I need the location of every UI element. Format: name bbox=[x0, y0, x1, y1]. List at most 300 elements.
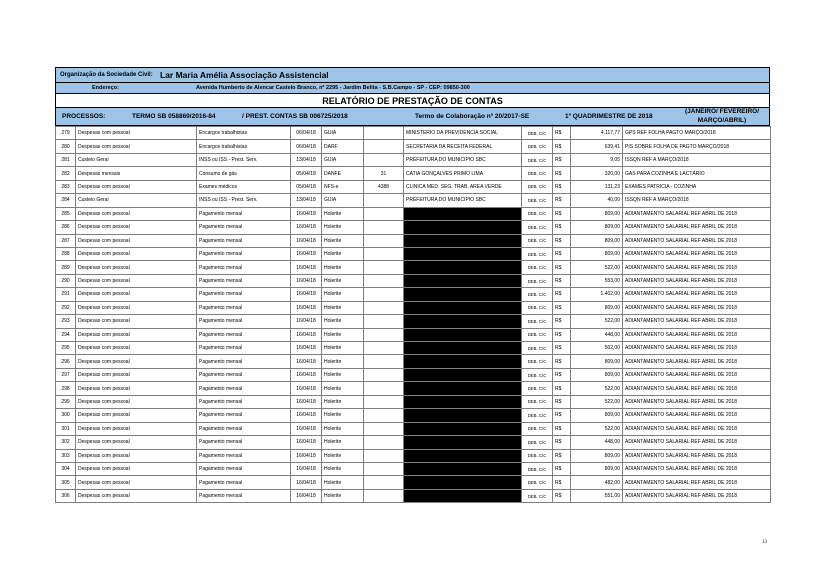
cell-history: EXAMES PATRICIA - COZINHA bbox=[623, 180, 771, 193]
cell-row-number: 280 bbox=[56, 140, 76, 153]
org-name: Lar Maria Amélia Associação Assistencial bbox=[160, 70, 329, 80]
cell-document-type: Holerite bbox=[322, 368, 364, 381]
cell-history: ADIANTAMENTO SALARIAL REF ABRIL DE 2018 bbox=[623, 449, 771, 462]
cell-history: ADIANTAMENTO SALARIAL REF ABRIL DE 2018 bbox=[623, 342, 771, 355]
table-row bbox=[56, 194, 771, 207]
cell-amount: 320,00 bbox=[571, 167, 623, 180]
cell-payee bbox=[404, 207, 522, 220]
cell-date: 16/04/18 bbox=[291, 355, 322, 368]
cell-payment-mode: DEB. C/C bbox=[522, 274, 553, 287]
cell-history: ADIANTAMENTO SALARIAL REF ABRIL DE 2018 bbox=[623, 315, 771, 328]
table-row bbox=[56, 221, 771, 234]
cell-subcategory: Pagamento mensal bbox=[197, 462, 291, 475]
cell-document-number bbox=[364, 328, 404, 341]
cell-payee bbox=[404, 234, 522, 247]
cell-currency: R$ bbox=[553, 153, 571, 166]
table-row bbox=[56, 476, 771, 489]
cell-history: ADIANTAMENTO SALARIAL REF ABRIL DE 2018 bbox=[623, 328, 771, 341]
cell-document-type: GUIA bbox=[322, 153, 364, 166]
cell-payee bbox=[404, 261, 522, 274]
table-row bbox=[56, 328, 771, 341]
cell-document-number: 31 bbox=[364, 167, 404, 180]
cell-amount: 639,41 bbox=[571, 140, 623, 153]
cell-amount: 131,23 bbox=[571, 180, 623, 193]
cell-payee: SECRETARIA DA RECEITA FEDERAL bbox=[404, 140, 522, 153]
processes-label: PROCESSOS: bbox=[62, 113, 106, 120]
cell-payee bbox=[404, 221, 522, 234]
cell-payment-mode: DEB. C/C bbox=[522, 221, 553, 234]
cell-category: Despesas com pessoal bbox=[76, 288, 197, 301]
cell-subcategory: Pagamento mensal bbox=[197, 436, 291, 449]
cell-payment-mode: DEB. C/C bbox=[522, 422, 553, 435]
cell-row-number: 283 bbox=[56, 180, 76, 193]
cell-document-number bbox=[364, 140, 404, 153]
cell-category: Despesas com pessoal bbox=[76, 261, 197, 274]
cell-currency: R$ bbox=[553, 288, 571, 301]
cell-currency: R$ bbox=[553, 207, 571, 220]
cell-currency: R$ bbox=[553, 301, 571, 314]
cell-payment-mode: DEB. C/C bbox=[522, 261, 553, 274]
table-row bbox=[56, 234, 771, 247]
cell-currency: R$ bbox=[553, 436, 571, 449]
table-row bbox=[56, 449, 771, 462]
cell-currency: R$ bbox=[553, 382, 571, 395]
cell-amount: 502,00 bbox=[571, 342, 623, 355]
cell-subcategory: Pagamento mensal bbox=[197, 274, 291, 287]
org-label: Organização da Sociedade Civil: bbox=[60, 72, 153, 78]
cell-document-number bbox=[364, 462, 404, 475]
cell-subcategory: Pagamento mensal bbox=[197, 315, 291, 328]
cell-document-number bbox=[364, 395, 404, 408]
cell-date: 06/04/18 bbox=[291, 140, 322, 153]
cell-currency: R$ bbox=[553, 167, 571, 180]
table-row bbox=[56, 342, 771, 355]
cell-date: 16/04/18 bbox=[291, 489, 322, 502]
cell-payment-mode: DEB. C/C bbox=[522, 476, 553, 489]
cell-currency: R$ bbox=[553, 140, 571, 153]
cell-category: Despesas mensais bbox=[76, 167, 197, 180]
cell-document-type: NFS-e bbox=[322, 180, 364, 193]
cell-category: Custeio Geral bbox=[76, 194, 197, 207]
cell-row-number: 290 bbox=[56, 274, 76, 287]
cell-date: 16/04/18 bbox=[291, 368, 322, 381]
cell-history: ADIANTAMENTO SALARIAL REF ABRIL DE 2018 bbox=[623, 221, 771, 234]
cell-date: 16/04/18 bbox=[291, 315, 322, 328]
table-row bbox=[56, 247, 771, 260]
periodo-1: (JANEIRO/ FEVEREIRO/ bbox=[684, 108, 760, 115]
cell-category: Despesas com pessoal bbox=[76, 368, 197, 381]
cell-payment-mode: DEB. C/C bbox=[522, 462, 553, 475]
cell-document-number bbox=[364, 247, 404, 260]
cell-payment-mode: DEB. C/C bbox=[522, 489, 553, 502]
cell-document-type: Holerite bbox=[322, 328, 364, 341]
cell-row-number: 295 bbox=[56, 342, 76, 355]
cell-category: Despesas com pessoal bbox=[76, 489, 197, 502]
cell-document-number bbox=[364, 315, 404, 328]
cell-payment-mode: DEB. C/C bbox=[522, 395, 553, 408]
cell-row-number: 298 bbox=[56, 382, 76, 395]
cell-row-number: 293 bbox=[56, 315, 76, 328]
cell-subcategory: Pagamento mensal bbox=[197, 395, 291, 408]
table-row bbox=[56, 261, 771, 274]
cell-currency: R$ bbox=[553, 422, 571, 435]
cell-payment-mode: DEB. C/C bbox=[522, 167, 553, 180]
cell-row-number: 292 bbox=[56, 301, 76, 314]
cell-date: 16/04/18 bbox=[291, 261, 322, 274]
cell-date: 16/04/18 bbox=[291, 409, 322, 422]
address-row bbox=[55, 82, 770, 93]
cell-document-type: Holerite bbox=[322, 315, 364, 328]
cell-payment-mode: DEB. C/C bbox=[522, 153, 553, 166]
cell-subcategory: Pagamento mensal bbox=[197, 247, 291, 260]
cell-category: Despesas com pessoal bbox=[76, 274, 197, 287]
cell-category: Custeio Geral bbox=[76, 153, 197, 166]
cell-payment-mode: DEB. C/C bbox=[522, 180, 553, 193]
termo-colaboracao: Termo de Colaboração nº 20/2017-SE bbox=[415, 113, 530, 120]
cell-subcategory: INSS ou ISS - Prest. Serv. bbox=[197, 194, 291, 207]
cell-payee: CLINICA MED. SEG. TRAB. AREA VERDE bbox=[404, 180, 522, 193]
cell-payee bbox=[404, 328, 522, 341]
cell-history: ADIANTAMENTO SALARIAL REF ABRIL DE 2018 bbox=[623, 489, 771, 502]
organization-row bbox=[55, 67, 770, 82]
cell-currency: R$ bbox=[553, 247, 571, 260]
cell-document-type: Holerite bbox=[322, 462, 364, 475]
cell-subcategory: Pagamento mensal bbox=[197, 221, 291, 234]
cell-row-number: 297 bbox=[56, 368, 76, 381]
cell-document-number bbox=[364, 127, 404, 140]
cell-history: ADIANTAMENTO SALARIAL REF ABRIL DE 2018 bbox=[623, 247, 771, 260]
cell-amount: 1.402,00 bbox=[571, 288, 623, 301]
cell-payment-mode: DEB. C/C bbox=[522, 409, 553, 422]
cell-currency: R$ bbox=[553, 194, 571, 207]
cell-payment-mode: DEB. C/C bbox=[522, 355, 553, 368]
cell-document-type: GUIA bbox=[322, 194, 364, 207]
cell-payment-mode: DEB. C/C bbox=[522, 207, 553, 220]
cell-category: Despesas com pessoal bbox=[76, 422, 197, 435]
cell-subcategory: Pagamento mensal bbox=[197, 476, 291, 489]
cell-currency: R$ bbox=[553, 449, 571, 462]
cell-document-number bbox=[364, 194, 404, 207]
cell-amount: 809,00 bbox=[571, 221, 623, 234]
cell-category: Despesas com pessoal bbox=[76, 382, 197, 395]
cell-payment-mode: DEB. C/C bbox=[522, 436, 553, 449]
table-row bbox=[56, 368, 771, 381]
cell-subcategory: Pagamento mensal bbox=[197, 301, 291, 314]
cell-amount: 40,00 bbox=[571, 194, 623, 207]
cell-currency: R$ bbox=[553, 368, 571, 381]
cell-category: Despesas com pessoal bbox=[76, 409, 197, 422]
cell-amount: 551,00 bbox=[571, 489, 623, 502]
cell-document-type: DANFE bbox=[322, 167, 364, 180]
cell-category: Despesas com pessoal bbox=[76, 476, 197, 489]
cell-document-number bbox=[364, 288, 404, 301]
cell-subcategory: Pagamento mensal bbox=[197, 288, 291, 301]
table-row bbox=[56, 409, 771, 422]
cell-document-type: Holerite bbox=[322, 301, 364, 314]
cell-subcategory: Pagamento mensal bbox=[197, 234, 291, 247]
cell-payee: PREFEITURA DO MUNICIPIO SBC bbox=[404, 194, 522, 207]
cell-row-number: 282 bbox=[56, 167, 76, 180]
cell-currency: R$ bbox=[553, 234, 571, 247]
cell-document-number bbox=[364, 342, 404, 355]
cell-document-type: Holerite bbox=[322, 355, 364, 368]
cell-date: 16/04/18 bbox=[291, 247, 322, 260]
cell-payee bbox=[404, 462, 522, 475]
cell-date: 16/04/18 bbox=[291, 476, 322, 489]
cell-history: ADIANTAMENTO SALARIAL REF ABRIL DE 2018 bbox=[623, 207, 771, 220]
cell-payee bbox=[404, 422, 522, 435]
cell-currency: R$ bbox=[553, 395, 571, 408]
cell-date: 16/04/18 bbox=[291, 207, 322, 220]
cell-payment-mode: DEB. C/C bbox=[522, 194, 553, 207]
cell-amount: 522,00 bbox=[571, 315, 623, 328]
cell-payment-mode: DEB. C/C bbox=[522, 382, 553, 395]
cell-date: 05/04/18 bbox=[291, 167, 322, 180]
cell-payee bbox=[404, 355, 522, 368]
table-row bbox=[56, 395, 771, 408]
cell-row-number: 305 bbox=[56, 476, 76, 489]
cell-subcategory: Consumo de gás bbox=[197, 167, 291, 180]
cell-subcategory: Pagamento mensal bbox=[197, 449, 291, 462]
cell-date: 16/04/18 bbox=[291, 221, 322, 234]
periodo-2: MARÇO/ABRIL) bbox=[697, 117, 747, 124]
cell-amount: 448,00 bbox=[571, 328, 623, 341]
cell-row-number: 300 bbox=[56, 409, 76, 422]
cell-date: 16/04/18 bbox=[291, 436, 322, 449]
cell-row-number: 286 bbox=[56, 221, 76, 234]
cell-document-number bbox=[364, 489, 404, 502]
cell-row-number: 296 bbox=[56, 355, 76, 368]
report-sheet bbox=[55, 67, 770, 503]
cell-currency: R$ bbox=[553, 315, 571, 328]
cell-date: 05/04/18 bbox=[291, 180, 322, 193]
cell-document-number bbox=[364, 449, 404, 462]
cell-category: Despesas com pessoal bbox=[76, 140, 197, 153]
cell-document-type: Holerite bbox=[322, 288, 364, 301]
cell-history: ISSQN REF A MARÇO/2018 bbox=[623, 153, 771, 166]
table-row bbox=[56, 489, 771, 502]
cell-history: ADIANTAMENTO SALARIAL REF ABRIL DE 2018 bbox=[623, 368, 771, 381]
cell-date: 16/04/18 bbox=[291, 422, 322, 435]
cell-payee: PREFEITURA DO MUNICIPIO SBC bbox=[404, 153, 522, 166]
cell-subcategory: Pagamento mensal bbox=[197, 382, 291, 395]
cell-subcategory: Pagamento mensal bbox=[197, 409, 291, 422]
cell-payee bbox=[404, 315, 522, 328]
termo-sb: TERMO SB 058869/2016-84 bbox=[132, 113, 216, 120]
cell-category: Despesas com pessoal bbox=[76, 221, 197, 234]
cell-date: 16/04/18 bbox=[291, 301, 322, 314]
cell-document-type: GUIA bbox=[322, 127, 364, 140]
cell-row-number: 291 bbox=[56, 288, 76, 301]
cell-amount: 553,00 bbox=[571, 274, 623, 287]
address-label: Endereço: bbox=[92, 85, 119, 91]
cell-subcategory: Encargos trabalhistas bbox=[197, 127, 291, 140]
expense-table-body bbox=[56, 127, 771, 503]
cell-payment-mode: DEB. C/C bbox=[522, 449, 553, 462]
cell-payee bbox=[404, 489, 522, 502]
cell-subcategory: Pagamento mensal bbox=[197, 489, 291, 502]
table-row bbox=[56, 422, 771, 435]
cell-row-number: 302 bbox=[56, 436, 76, 449]
cell-history: ADIANTAMENTO SALARIAL REF ABRIL DE 2018 bbox=[623, 274, 771, 287]
cell-document-number bbox=[364, 274, 404, 287]
cell-payment-mode: DEB. C/C bbox=[522, 127, 553, 140]
cell-subcategory: Pagamento mensal bbox=[197, 368, 291, 381]
cell-row-number: 281 bbox=[56, 153, 76, 166]
cell-date: 16/04/18 bbox=[291, 382, 322, 395]
cell-date: 16/04/18 bbox=[291, 395, 322, 408]
table-row bbox=[56, 288, 771, 301]
cell-document-number bbox=[364, 368, 404, 381]
cell-subcategory: Encargos trabalhistas bbox=[197, 140, 291, 153]
cell-subcategory: Pagamento mensal bbox=[197, 261, 291, 274]
table-row bbox=[56, 153, 771, 166]
cell-category: Despesas com pessoal bbox=[76, 342, 197, 355]
cell-payment-mode: DEB. C/C bbox=[522, 140, 553, 153]
cell-currency: R$ bbox=[553, 274, 571, 287]
cell-category: Despesas com pessoal bbox=[76, 234, 197, 247]
cell-row-number: 304 bbox=[56, 462, 76, 475]
cell-row-number: 285 bbox=[56, 207, 76, 220]
cell-date: 16/04/18 bbox=[291, 462, 322, 475]
cell-payment-mode: DEB. C/C bbox=[522, 328, 553, 341]
cell-date: 16/04/18 bbox=[291, 234, 322, 247]
cell-subcategory: INSS ou ISS - Prest. Serv. bbox=[197, 153, 291, 166]
cell-amount: 809,00 bbox=[571, 449, 623, 462]
table-row bbox=[56, 180, 771, 193]
cell-currency: R$ bbox=[553, 261, 571, 274]
cell-row-number: 301 bbox=[56, 422, 76, 435]
page-number: 13 bbox=[762, 540, 767, 545]
cell-row-number: 287 bbox=[56, 234, 76, 247]
expense-table bbox=[55, 126, 771, 503]
cell-currency: R$ bbox=[553, 462, 571, 475]
cell-document-number bbox=[364, 382, 404, 395]
cell-document-number bbox=[364, 422, 404, 435]
cell-payee: MINISTERIO DA PREVIDENCIA SOCIAL bbox=[404, 127, 522, 140]
cell-document-number bbox=[364, 221, 404, 234]
cell-date: 06/04/18 bbox=[291, 127, 322, 140]
cell-payment-mode: DEB. C/C bbox=[522, 368, 553, 381]
cell-payee bbox=[404, 274, 522, 287]
cell-currency: R$ bbox=[553, 489, 571, 502]
cell-category: Despesas com pessoal bbox=[76, 436, 197, 449]
cell-payment-mode: DEB. C/C bbox=[522, 247, 553, 260]
cell-amount: 522,00 bbox=[571, 422, 623, 435]
cell-currency: R$ bbox=[553, 127, 571, 140]
cell-category: Despesas com pessoal bbox=[76, 449, 197, 462]
cell-payment-mode: DEB. C/C bbox=[522, 301, 553, 314]
cell-currency: R$ bbox=[553, 476, 571, 489]
cell-document-number bbox=[364, 355, 404, 368]
cell-amount: 522,00 bbox=[571, 261, 623, 274]
cell-document-type: Holerite bbox=[322, 449, 364, 462]
cell-payment-mode: DEB. C/C bbox=[522, 315, 553, 328]
cell-history: ADIANTAMENTO SALARIAL REF ABRIL DE 2018 bbox=[623, 476, 771, 489]
cell-payee bbox=[404, 476, 522, 489]
cell-document-type: Holerite bbox=[322, 207, 364, 220]
cell-row-number: 288 bbox=[56, 247, 76, 260]
cell-history: ADIANTAMENTO SALARIAL REF ABRIL DE 2018 bbox=[623, 462, 771, 475]
cell-subcategory: Pagamento mensal bbox=[197, 422, 291, 435]
cell-history: ISSQN REF A MARÇO/2018 bbox=[623, 194, 771, 207]
cell-amount: 809,00 bbox=[571, 247, 623, 260]
cell-currency: R$ bbox=[553, 328, 571, 341]
cell-payee bbox=[404, 449, 522, 462]
cell-document-type: Holerite bbox=[322, 489, 364, 502]
cell-currency: R$ bbox=[553, 221, 571, 234]
cell-row-number: 279 bbox=[56, 127, 76, 140]
cell-category: Despesas com pessoal bbox=[76, 355, 197, 368]
cell-document-number bbox=[364, 234, 404, 247]
cell-document-number bbox=[364, 301, 404, 314]
cell-amount: 4.117,77 bbox=[571, 127, 623, 140]
cell-amount: 809,00 bbox=[571, 301, 623, 314]
cell-history: ADIANTAMENTO SALARIAL REF ABRIL DE 2018 bbox=[623, 409, 771, 422]
processes-row bbox=[55, 107, 770, 126]
cell-history: ADIANTAMENTO SALARIAL REF ABRIL DE 2018 bbox=[623, 288, 771, 301]
cell-document-number bbox=[364, 409, 404, 422]
cell-document-type: DARF bbox=[322, 140, 364, 153]
cell-amount: 809,00 bbox=[571, 409, 623, 422]
cell-payee bbox=[404, 368, 522, 381]
table-row bbox=[56, 382, 771, 395]
cell-category: Despesas com pessoal bbox=[76, 247, 197, 260]
cell-amount: 809,00 bbox=[571, 355, 623, 368]
cell-subcategory: Pagamento mensal bbox=[197, 328, 291, 341]
cell-amount: 809,00 bbox=[571, 207, 623, 220]
cell-date: 13/04/18 bbox=[291, 194, 322, 207]
cell-date: 16/04/18 bbox=[291, 449, 322, 462]
cell-date: 13/04/18 bbox=[291, 153, 322, 166]
table-row bbox=[56, 355, 771, 368]
cell-payee bbox=[404, 409, 522, 422]
cell-document-number bbox=[364, 153, 404, 166]
cell-history: ADIANTAMENTO SALARIAL REF ABRIL DE 2018 bbox=[623, 261, 771, 274]
prest-contas: / PREST. CONTAS SB 006725/2018 bbox=[242, 113, 348, 120]
cell-history: PIS SOBRE FOLHA DE PAGTO MARÇO/2018 bbox=[623, 140, 771, 153]
cell-amount: 809,00 bbox=[571, 368, 623, 381]
cell-document-type: Holerite bbox=[322, 422, 364, 435]
cell-payee bbox=[404, 382, 522, 395]
cell-history: ADIANTAMENTO SALARIAL REF ABRIL DE 2018 bbox=[623, 301, 771, 314]
cell-document-type: Holerite bbox=[322, 221, 364, 234]
cell-amount: 809,00 bbox=[571, 234, 623, 247]
cell-document-number bbox=[364, 436, 404, 449]
cell-document-type: Holerite bbox=[322, 342, 364, 355]
table-row bbox=[56, 140, 771, 153]
table-row bbox=[56, 315, 771, 328]
cell-document-type: Holerite bbox=[322, 261, 364, 274]
cell-row-number: 284 bbox=[56, 194, 76, 207]
cell-category: Despesas com pessoal bbox=[76, 462, 197, 475]
cell-history: GPS REF FOLHA PAGTO MARÇO/2018 bbox=[623, 127, 771, 140]
cell-category: Despesas com pessoal bbox=[76, 180, 197, 193]
cell-category: Despesas com pessoal bbox=[76, 207, 197, 220]
cell-row-number: 294 bbox=[56, 328, 76, 341]
cell-payee bbox=[404, 436, 522, 449]
address-value: Avenida Humberto de Alencar Castelo Branco, nº 2295 - Jardim Belita - S.B.Campo - SP - CEP: 09850-300 bbox=[196, 85, 470, 91]
cell-row-number: 306 bbox=[56, 489, 76, 502]
cell-currency: R$ bbox=[553, 180, 571, 193]
cell-document-type: Holerite bbox=[322, 247, 364, 260]
cell-category: Despesas com pessoal bbox=[76, 395, 197, 408]
cell-payee bbox=[404, 395, 522, 408]
table-row bbox=[56, 274, 771, 287]
cell-date: 16/04/18 bbox=[291, 274, 322, 287]
cell-document-type: Holerite bbox=[322, 476, 364, 489]
cell-date: 16/04/18 bbox=[291, 328, 322, 341]
